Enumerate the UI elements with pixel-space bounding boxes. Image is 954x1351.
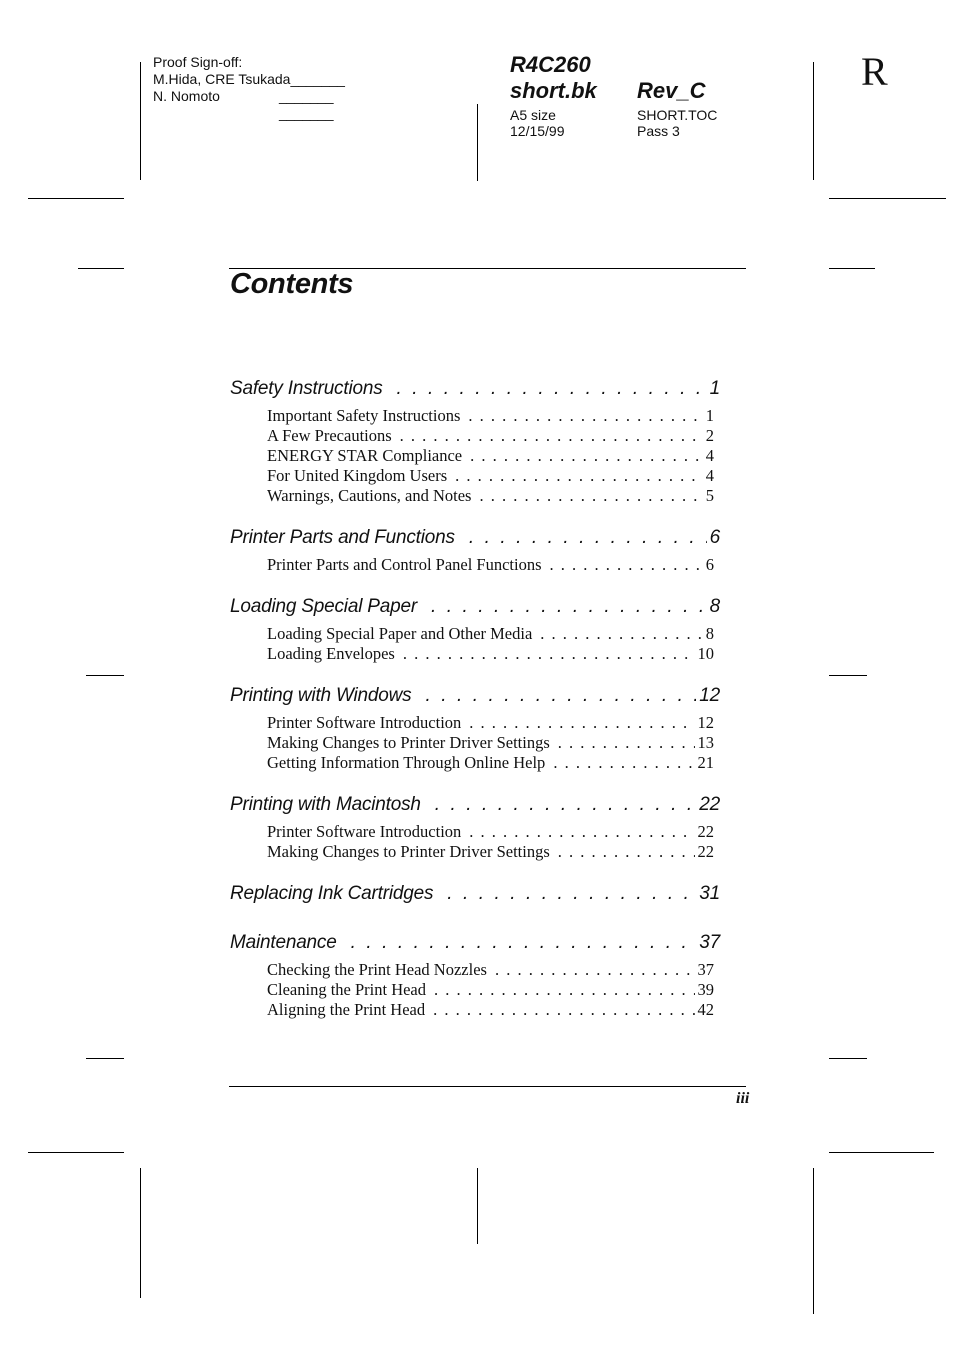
toc-section-title: Replacing Ink Cartridges	[230, 883, 434, 904]
toc-entry-page: 6	[705, 555, 714, 574]
toc-leader-dots	[447, 883, 696, 905]
toc-leader-dots	[397, 378, 707, 400]
toc-section-heading[interactable]	[230, 794, 720, 822]
toc-entry[interactable]	[267, 822, 714, 842]
toc-leader-dots	[455, 466, 703, 486]
proof-blank-2: _______	[279, 105, 334, 121]
toc-leader-dots	[434, 980, 694, 1000]
toc-section	[230, 883, 720, 911]
toc-section-title: Printer Parts and Functions	[230, 527, 455, 548]
crop-mark-top-right-h	[829, 198, 946, 199]
toc-leader-dots	[495, 960, 695, 980]
toc-entry-page: 4	[705, 466, 714, 485]
toc-leader-dots	[351, 932, 697, 954]
toc-section	[230, 794, 720, 862]
trim-mark-top-right	[829, 268, 875, 269]
proof-blank-1: _______	[279, 88, 334, 104]
toc-entry[interactable]	[267, 1000, 714, 1020]
crop-mark-bottom-right-v	[813, 1168, 814, 1314]
toc-entry-title: Aligning the Print Head	[267, 1000, 426, 1019]
toc-section	[230, 596, 720, 664]
toc-section-heading[interactable]	[230, 378, 720, 406]
toc-entry-page: 22	[697, 822, 714, 841]
proof-line-2	[153, 88, 353, 105]
toc-section	[230, 527, 720, 575]
toc-leader-dots	[553, 753, 694, 773]
page-number: iii	[736, 1090, 750, 1107]
crop-mark-top-right-v	[813, 62, 814, 180]
toc-entry-page: 39	[697, 980, 714, 999]
proof-signoff-block	[153, 54, 353, 122]
toc-entry-page: 4	[705, 446, 714, 465]
toc-entry-title: Loading Special Paper and Other Media	[267, 624, 533, 643]
toc-entry[interactable]	[267, 753, 714, 773]
toc-section-heading[interactable]	[230, 685, 720, 713]
toc-leader-dots	[435, 794, 697, 816]
toc-leader-dots	[470, 446, 703, 466]
toc-entry[interactable]	[267, 733, 714, 753]
page-title: Contents	[230, 268, 354, 300]
toc-entry-title: Printer Software Introduction	[267, 822, 462, 841]
corner-mark-r: R	[861, 49, 888, 94]
toc-entry-page: 8	[705, 624, 714, 643]
toc-leader-dots	[558, 842, 695, 862]
toc-entry-page: 21	[697, 753, 714, 772]
toc-entry-title: Important Safety Instructions	[267, 406, 461, 425]
toc-section-title: Printing with Windows	[230, 685, 412, 706]
toc-section-page: 31	[699, 883, 720, 904]
page-size: A5 size	[510, 107, 556, 123]
crop-mark-bottom-right-h	[829, 1152, 934, 1153]
toc-entry-page: 13	[697, 733, 714, 752]
toc-section-heading[interactable]	[230, 932, 720, 960]
proof-line-1: M.Hida, CRE Tsukada_______	[153, 71, 345, 87]
toc-leader-dots	[469, 822, 694, 842]
crop-mark-top-left-v	[140, 62, 141, 180]
crop-mark-bottom-left-h	[28, 1152, 124, 1153]
toc-leader-dots	[558, 733, 695, 753]
toc-section-heading[interactable]	[230, 596, 720, 624]
toc-leader-dots	[550, 555, 703, 575]
toc-entry-page: 10	[697, 644, 714, 663]
pass-number: Pass 3	[637, 123, 680, 139]
toc-entry-page: 12	[697, 713, 714, 732]
toc-entry[interactable]	[267, 960, 714, 980]
toc-section-page: 37	[699, 932, 720, 953]
toc-entry-title: Loading Envelopes	[267, 644, 395, 663]
toc-section-page: 12	[699, 685, 720, 706]
toc-entry[interactable]	[267, 426, 714, 446]
toc-leader-dots	[479, 486, 702, 506]
toc-entry[interactable]	[267, 486, 714, 506]
toc-leader-dots	[469, 713, 694, 733]
book-code: R4C260	[510, 52, 591, 77]
toc-entry-title: Getting Information Through Online Help	[267, 753, 546, 772]
toc-entry-title: For United Kingdom Users	[267, 466, 448, 485]
toc-entry-title: ENERGY STAR Compliance	[267, 446, 463, 465]
toc-section-page: 22	[699, 794, 720, 815]
toc-section-heading[interactable]	[230, 883, 720, 911]
toc-leader-dots	[403, 644, 695, 664]
toc-section-title: Printing with Macintosh	[230, 794, 421, 815]
table-of-contents	[230, 378, 720, 1041]
toc-section-heading[interactable]	[230, 527, 720, 555]
toc-section-title: Loading Special Paper	[230, 596, 417, 617]
toc-section	[230, 932, 720, 1020]
toc-leader-dots	[400, 426, 703, 446]
crop-mark-top-center-v	[477, 104, 478, 181]
toc-leader-dots	[431, 596, 707, 618]
source-file: SHORT.TOC	[637, 107, 718, 123]
toc-entry[interactable]	[267, 466, 714, 486]
toc-entry-title: Printer Parts and Control Panel Functions	[267, 555, 542, 574]
revision: Rev_C	[637, 78, 706, 103]
toc-section-page: 6	[709, 527, 720, 548]
trim-mark-bottom-right	[829, 1058, 867, 1059]
toc-entry[interactable]	[267, 446, 714, 466]
toc-entry-title: Warnings, Cautions, and Notes	[267, 486, 472, 505]
toc-section-page: 1	[709, 378, 720, 399]
toc-entry[interactable]	[267, 713, 714, 733]
trim-mark-mid-left	[86, 675, 124, 676]
crop-mark-bottom-center-v	[477, 1168, 478, 1244]
toc-entry-title: Making Changes to Printer Driver Settings	[267, 733, 550, 752]
crop-mark-bottom-left-v	[140, 1168, 141, 1298]
toc-entry-page: 37	[697, 960, 714, 979]
print-date: 12/15/99	[510, 123, 565, 139]
toc-entry[interactable]	[267, 980, 714, 1000]
toc-leader-dots	[433, 1000, 694, 1020]
toc-entry-page: 5	[705, 486, 714, 505]
crop-mark-top-left-h	[28, 198, 124, 199]
toc-section	[230, 378, 720, 506]
toc-leader-dots	[468, 406, 702, 426]
proof-label: Proof Sign-off:	[153, 54, 243, 70]
toc-entry-title: Cleaning the Print Head	[267, 980, 427, 999]
trim-mark-top-left	[78, 268, 124, 269]
toc-section	[230, 685, 720, 773]
toc-leader-dots	[540, 624, 702, 644]
proof-line-3	[153, 105, 353, 122]
toc-entry-page: 42	[697, 1000, 714, 1019]
toc-entry-page: 2	[705, 426, 714, 445]
footer-rule	[229, 1086, 746, 1087]
toc-section-page: 8	[709, 596, 720, 617]
book-file: short.bk	[510, 78, 597, 103]
toc-entry[interactable]	[267, 406, 714, 426]
proof-name-nomoto: N. Nomoto	[153, 88, 220, 104]
toc-entry-page: 1	[705, 406, 714, 425]
toc-section-title: Maintenance	[230, 932, 337, 953]
trim-mark-bottom-left	[86, 1058, 124, 1059]
toc-entry[interactable]	[267, 644, 714, 664]
toc-section-title: Safety Instructions	[230, 378, 383, 399]
toc-entry-title: Checking the Print Head Nozzles	[267, 960, 487, 979]
toc-entry-page: 22	[697, 842, 714, 861]
toc-entry-title: Printer Software Introduction	[267, 713, 462, 732]
toc-entry-title: A Few Precautions	[267, 426, 392, 445]
toc-entry[interactable]	[267, 624, 714, 644]
toc-entry[interactable]	[267, 842, 714, 862]
toc-entry[interactable]	[267, 555, 714, 575]
toc-entry-title: Making Changes to Printer Driver Settings	[267, 842, 550, 861]
trim-mark-mid-right	[829, 675, 867, 676]
toc-leader-dots	[425, 685, 696, 707]
toc-leader-dots	[469, 527, 707, 549]
